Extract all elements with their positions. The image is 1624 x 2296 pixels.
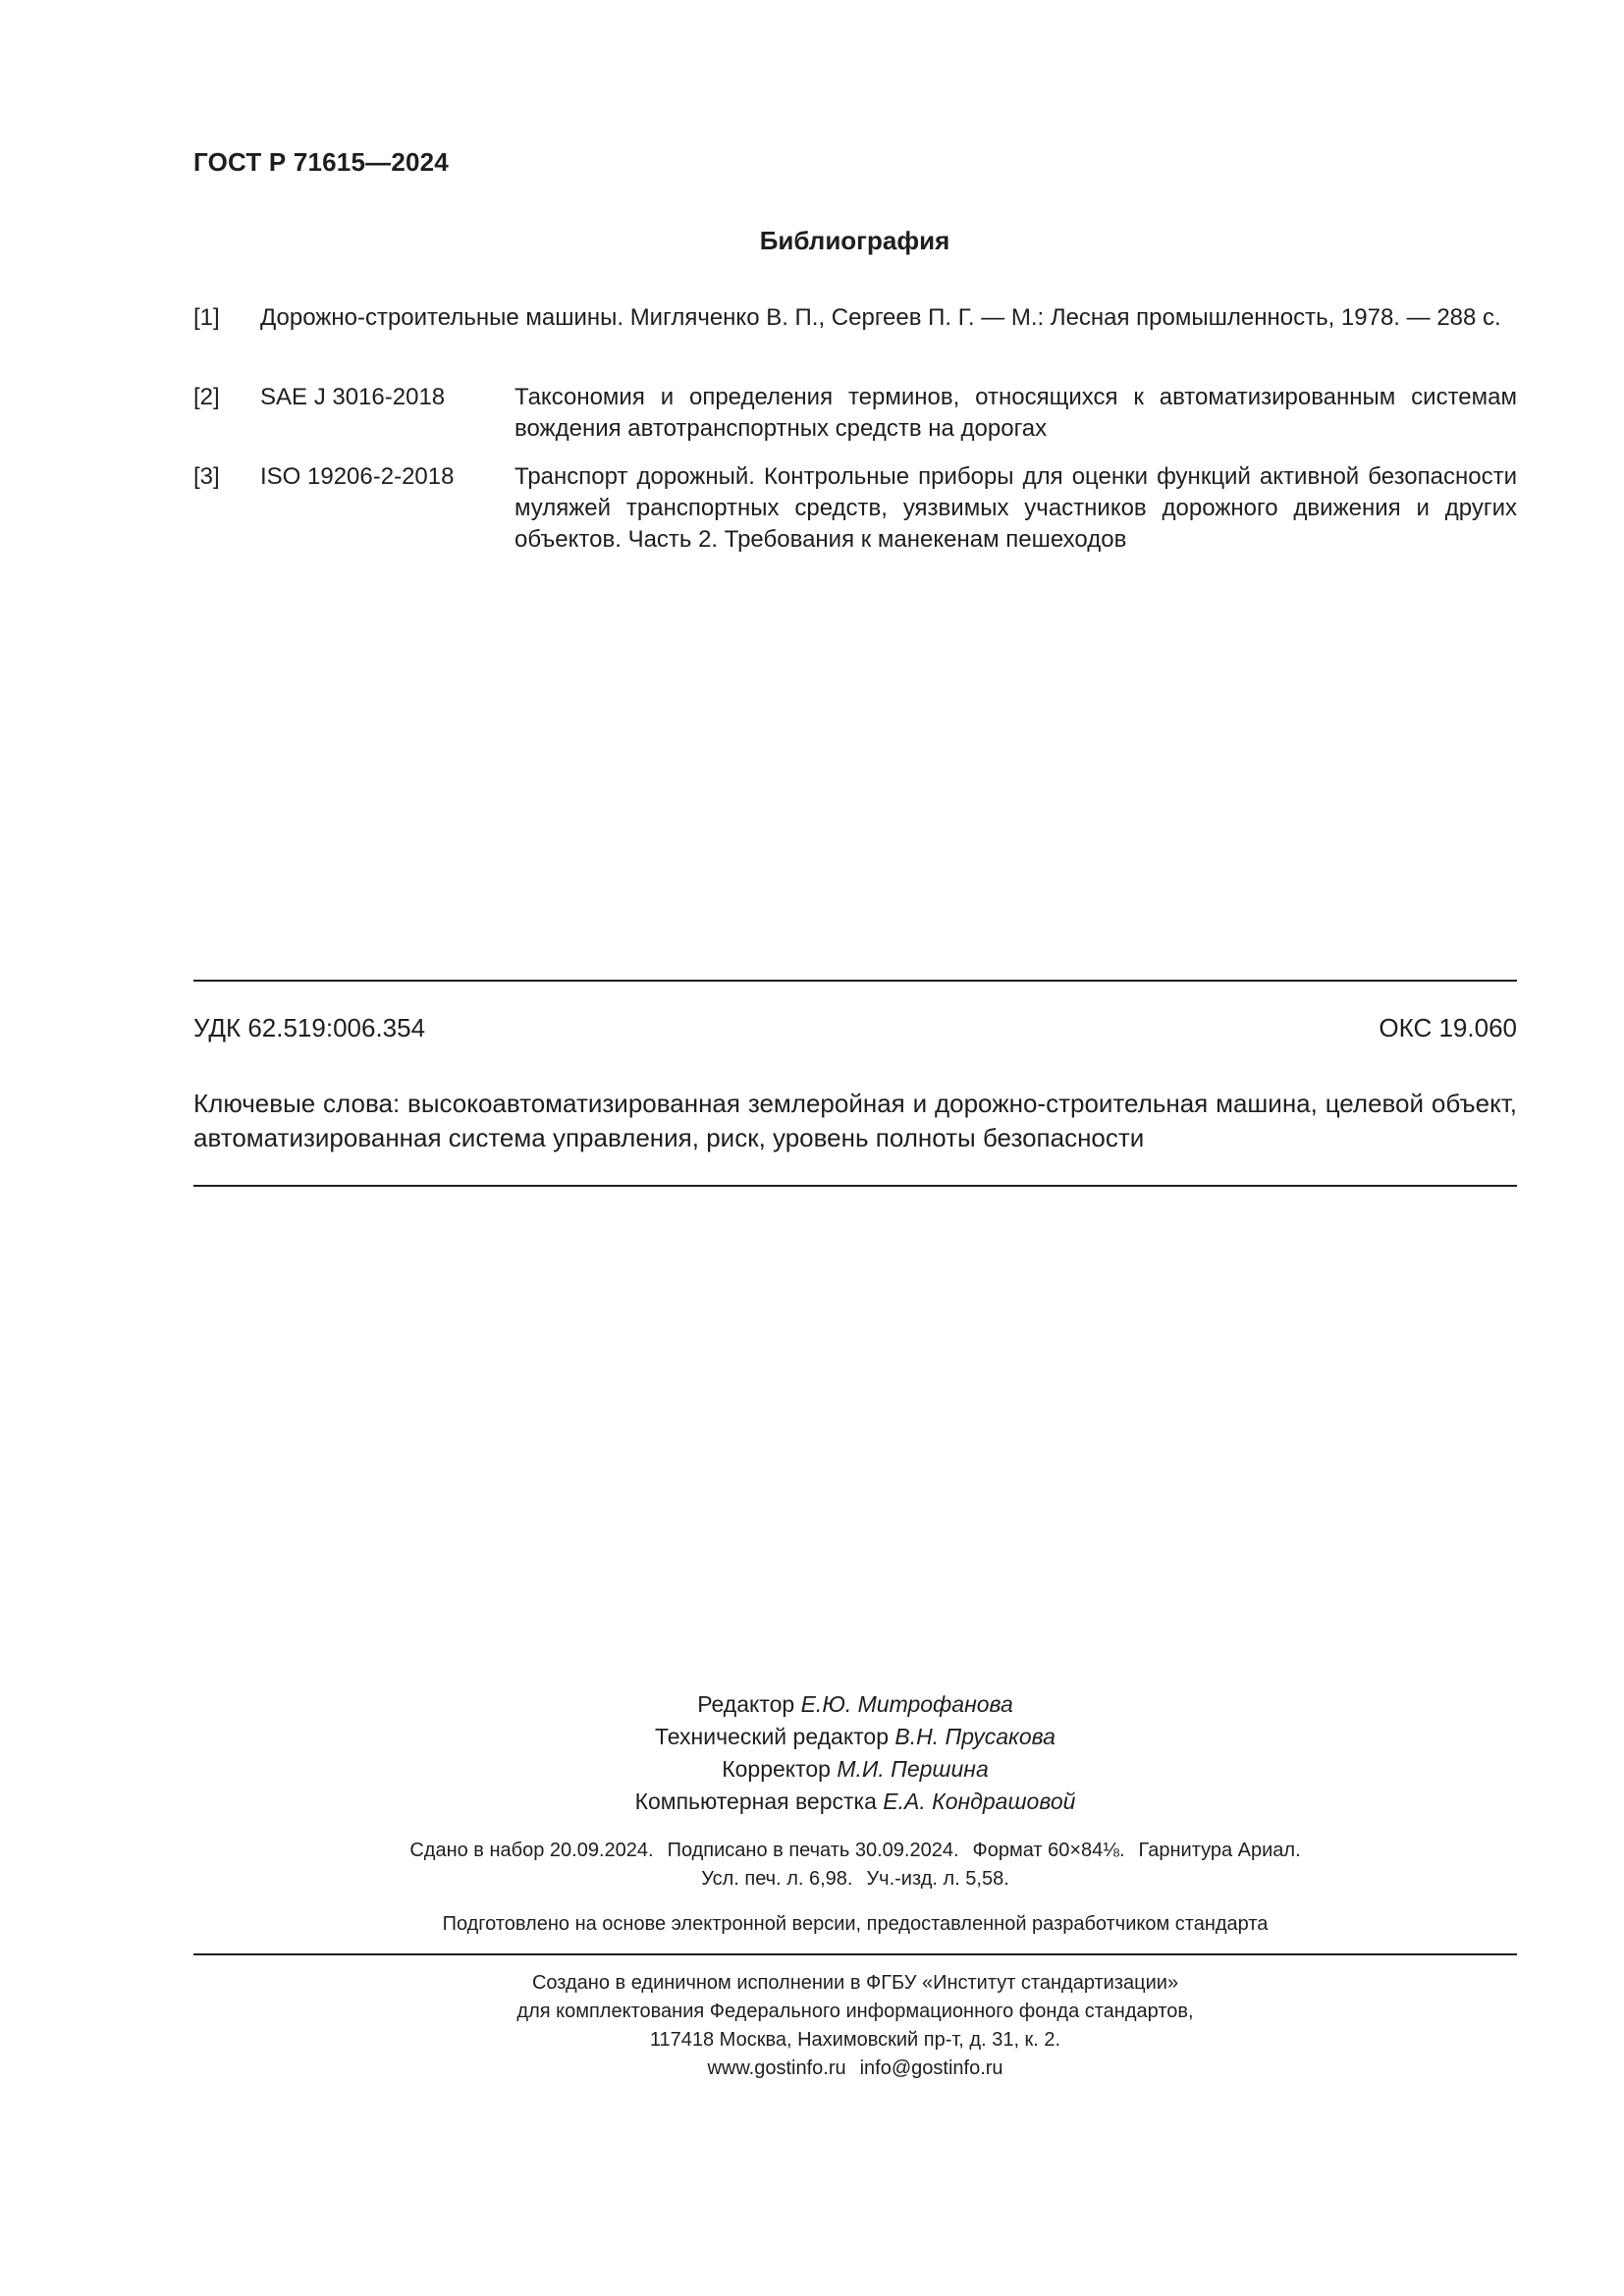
publisher-contacts xyxy=(193,2055,1517,2083)
print-info xyxy=(193,1837,1517,1894)
typeface: Гарнитура Ариал. xyxy=(1138,1840,1301,1861)
prepared-note: Подготовлено на основе электронной версии, предоставленной разработчиком стандарта xyxy=(442,1913,1269,1935)
publisher-email[interactable]: info@gostinfo.ru xyxy=(859,2057,1003,2079)
bib-entry-3-number: [3] xyxy=(193,463,220,490)
credit-corrector xyxy=(193,1753,1517,1786)
publication-sheets: Уч.-изд. л. 5,58. xyxy=(866,1868,1009,1890)
credits-block xyxy=(193,1688,1517,1818)
bib-entry-3-text: Транспорт дорожный. Контрольные приборы для оценки функций активной безопасности муляжей транспортных средств, уязвимых участников дорожного движения и других объектов. Часть 2. Требования к манекенам пешеходов xyxy=(514,463,1517,553)
bib-entry-2-code: SAE J 3016-2018 xyxy=(260,384,446,410)
print-sheets: Усл. печ. л. 6,98. xyxy=(701,1868,853,1890)
editor-role: Редактор xyxy=(697,1691,795,1717)
keywords: Ключевые слова: высокоавтоматизированная землеройная и дорожно-строительная машина, целевой объект, автоматизированная система управления, риск, уровень полноты безопасности xyxy=(193,1089,1517,1152)
oks-code: ОКС 19.060 xyxy=(1379,1013,1517,1042)
publisher-website[interactable]: www.gostinfo.ru xyxy=(707,2057,846,2079)
bib-entry-1-number: [1] xyxy=(193,304,220,331)
paper-format: Формат 60×84⅛. xyxy=(972,1840,1125,1861)
print-info-line-2 xyxy=(193,1865,1517,1894)
classification-row xyxy=(193,1013,1517,1043)
divider-publisher xyxy=(193,1953,1517,1955)
bib-entry-3-code: ISO 19206-2-2018 xyxy=(260,463,455,490)
credit-layout xyxy=(193,1786,1517,1818)
corrector-role: Корректор xyxy=(722,1756,831,1782)
bibliography-title: Библиография xyxy=(759,226,950,255)
corrector-name: М.И. Першина xyxy=(837,1756,989,1782)
publisher-line-2: для комплектования Федерального информационного фонда стандартов, xyxy=(516,2001,1194,2022)
credit-tech-editor xyxy=(193,1721,1517,1753)
editor-name: Е.Ю. Митрофанова xyxy=(800,1691,1013,1717)
udc-code: УДК 62.519:006.354 xyxy=(193,1013,426,1042)
divider-bottom xyxy=(193,1185,1517,1187)
tech-editor-role: Технический редактор xyxy=(655,1724,890,1749)
bib-entry-2-text: Таксономия и определения терминов, относящихся к автоматизированным системам вождения автотранспортных средств на дорогах xyxy=(514,384,1517,442)
submitted-date: Сдано в набор 20.09.2024. xyxy=(409,1840,654,1861)
credit-editor xyxy=(193,1688,1517,1721)
divider-top xyxy=(193,980,1517,982)
bib-entry-2-number: [2] xyxy=(193,384,220,410)
document-code: ГОСТ Р 71615—2024 xyxy=(193,147,449,177)
publisher-block xyxy=(193,1969,1517,2083)
publisher-line-1: Создано в единичном исполнении в ФГБУ «Институт стандартизации» xyxy=(531,1972,1179,1994)
bib-entry-1-text: Дорожно-строительные машины. Мигляченко В. П., Сергеев П. Г. — М.: Лесная промышленность, 1978. — 288 с. xyxy=(260,304,1501,331)
signed-date: Подписано в печать 30.09.2024. xyxy=(667,1840,959,1861)
layout-name: Е.А. Кондрашовой xyxy=(883,1789,1076,1814)
tech-editor-name: В.Н. Прусакова xyxy=(894,1724,1056,1749)
publisher-address: 117418 Москва, Нахимовский пр-т, д. 31, к. 2. xyxy=(649,2029,1061,2051)
print-info-line-1 xyxy=(193,1837,1517,1865)
layout-role: Компьютерная верстка xyxy=(634,1789,877,1814)
